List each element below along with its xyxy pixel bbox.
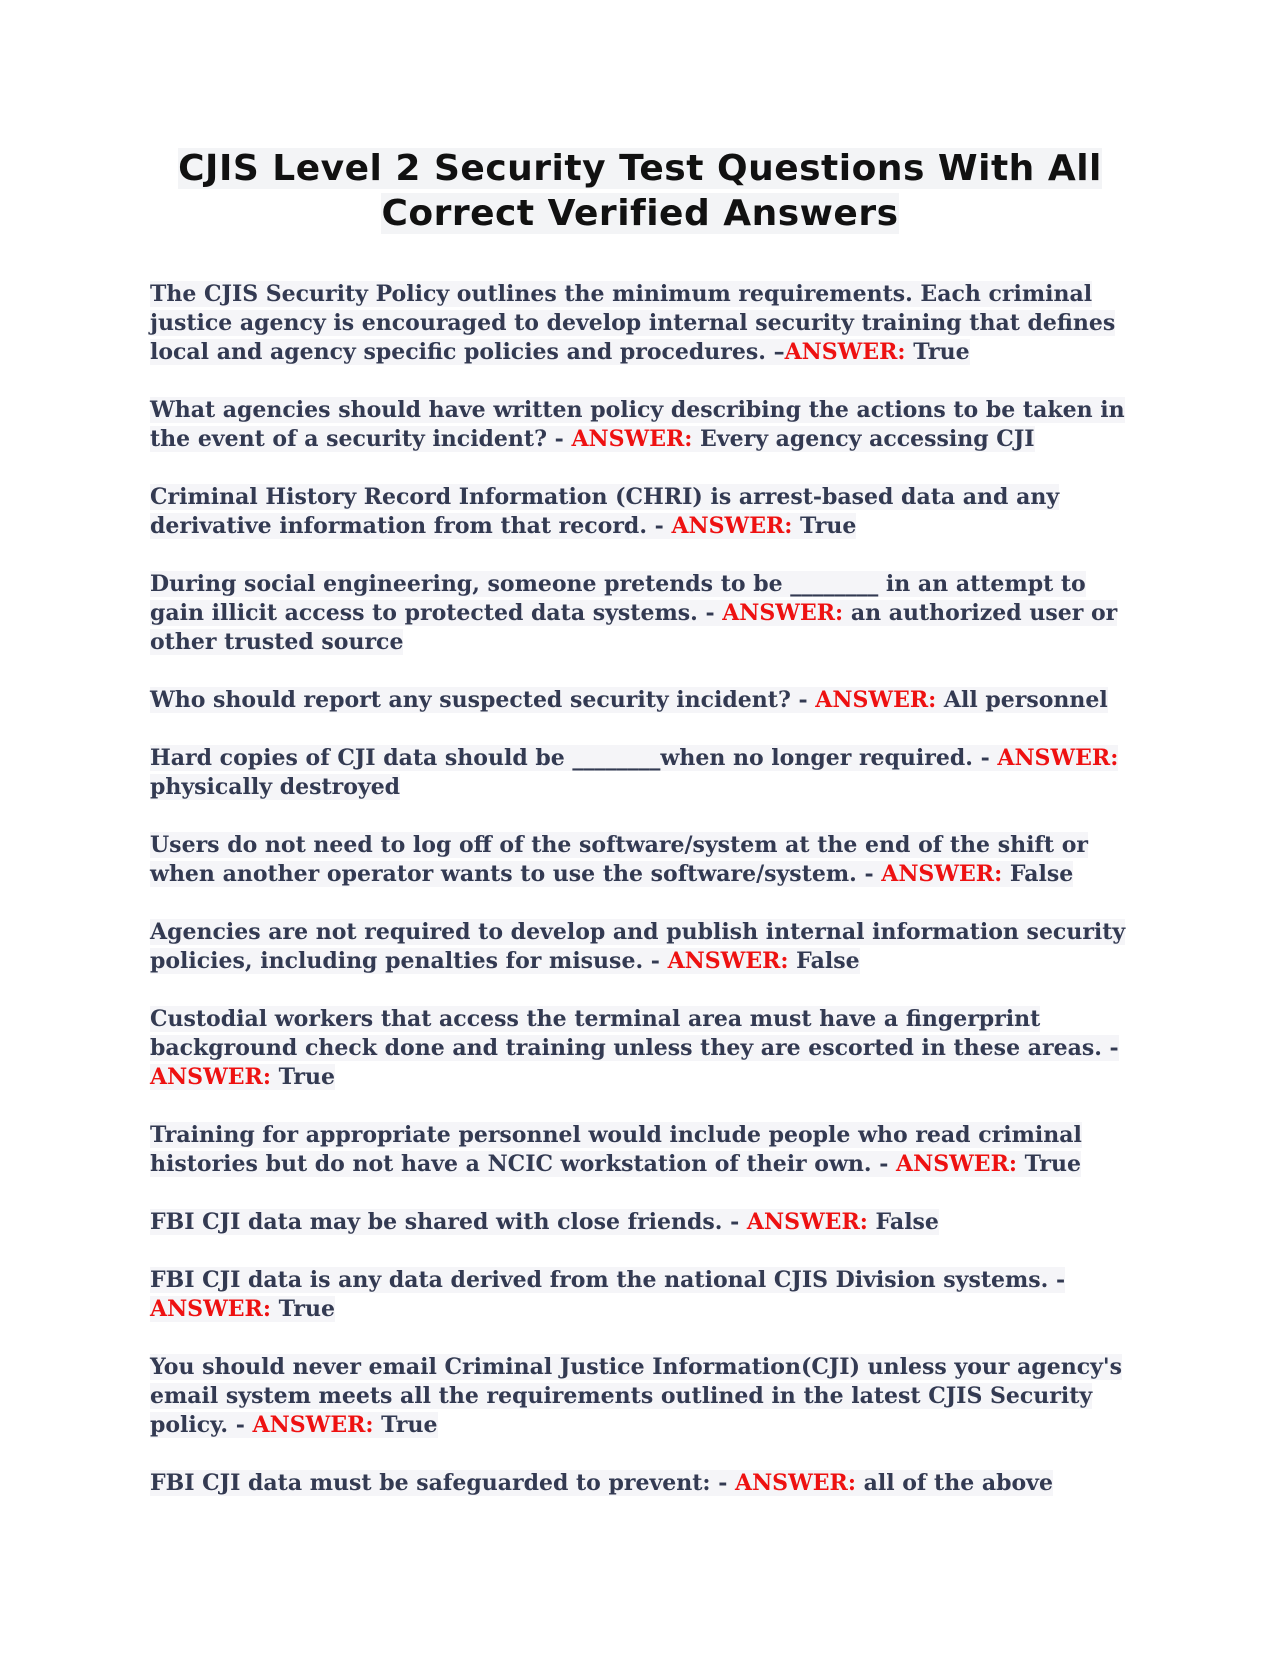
answer-text: True xyxy=(792,513,857,539)
qa-item xyxy=(150,483,1130,541)
question-text: You should never email Criminal Justice Information(CJI) unless your agency's email system meets all the requirements outlined in the latest CJIS Security policy. xyxy=(150,1354,1123,1438)
separator: - xyxy=(790,687,816,713)
separator: - xyxy=(722,1209,747,1235)
qa-item xyxy=(150,1353,1130,1440)
answer-label: ANSWER: xyxy=(150,1296,271,1322)
question-text: FBI CJI data is any data derived from the national CJIS Division systems. xyxy=(150,1267,1049,1293)
qa-item xyxy=(150,1005,1130,1092)
answer-label: ANSWER: xyxy=(815,687,937,713)
qa-item xyxy=(150,396,1130,454)
qa-item xyxy=(150,918,1130,976)
answer-text: an authorized user or other trusted source xyxy=(150,600,1118,655)
answer-label: ANSWER: xyxy=(746,1209,868,1235)
question-text: FBI CJI data may be shared with close friends. xyxy=(150,1209,723,1235)
separator: - xyxy=(856,861,882,887)
answer-label: ANSWER: xyxy=(671,513,793,539)
answer-text: True xyxy=(270,1064,335,1090)
question-text: Custodial workers that access the terminal area must have a fingerprint background check done and training unless they are escorted in these areas. xyxy=(150,1006,1102,1061)
question-text: The CJIS Security Policy outlines the minimum requirements. Each criminal justice agency is encouraged to develop internal security training that defines local and agency specific policies and procedures. xyxy=(150,281,1116,365)
qa-item xyxy=(150,1121,1130,1179)
question-text: During social engineering, someone pretends to be ________ in an attempt to gain illicit access to protected data systems. xyxy=(150,571,1086,626)
separator: - xyxy=(697,600,723,626)
title-line-2: Correct Verified Answers xyxy=(381,193,899,234)
answer-label: ANSWER: xyxy=(571,426,693,452)
answer-text: False xyxy=(788,948,860,974)
qa-item xyxy=(150,744,1130,802)
answer-label: ANSWER: xyxy=(667,948,789,974)
answer-text: True xyxy=(1016,1151,1081,1177)
separator: - xyxy=(643,948,668,974)
question-text: What agencies should have written policy describing the actions to be taken in the event of a security incident? xyxy=(150,397,1125,452)
answer-text: physically destroyed xyxy=(150,774,401,800)
qa-item xyxy=(150,1469,1130,1498)
separator: - xyxy=(546,426,572,452)
title-line-1: CJIS Level 2 Security Test Questions With All xyxy=(178,148,1102,189)
qa-list xyxy=(150,280,1130,1527)
answer-text: True xyxy=(373,1412,438,1438)
question-text: Who should report any suspected security incident? xyxy=(150,687,791,713)
answer-label: ANSWER: xyxy=(252,1412,374,1438)
answer-label: ANSWER: xyxy=(896,1151,1017,1177)
question-text: Users do not need to log off of the software/system at the end of the shift or when another operator wants to use the software/system. xyxy=(150,832,1088,887)
answer-text: False xyxy=(867,1209,939,1235)
document-title xyxy=(150,146,1130,236)
question-text: Training for appropriate personnel would include people who read criminal histories but do not have a NCIC workstation of their own. xyxy=(150,1122,1082,1177)
qa-item xyxy=(150,1208,1130,1237)
answer-text: True xyxy=(905,339,970,365)
answer-text: All personnel xyxy=(936,687,1108,713)
answer-label: ANSWER: xyxy=(784,339,906,365)
question-text: Criminal History Record Information (CHRI) is arrest-based data and any derivative information from that record. xyxy=(150,484,1060,539)
question-text: Hard copies of CJI data should be ________when no longer required. xyxy=(150,745,973,771)
answer-label: ANSWER: xyxy=(150,1064,271,1090)
answer-label: ANSWER: xyxy=(722,600,844,626)
separator: – xyxy=(765,339,785,365)
separator: - xyxy=(646,513,672,539)
question-text: FBI CJI data must be safeguarded to prevent: xyxy=(150,1470,711,1496)
separator: - xyxy=(228,1412,253,1438)
answer-text: all of the above xyxy=(855,1470,1053,1496)
answer-text: Every agency accessing CJI xyxy=(692,426,1035,452)
answer-text: True xyxy=(270,1296,335,1322)
answer-label: ANSWER: xyxy=(997,745,1119,771)
qa-item xyxy=(150,280,1130,367)
qa-item xyxy=(150,686,1130,715)
qa-item xyxy=(150,1266,1130,1324)
separator: - xyxy=(972,745,998,771)
answer-label: ANSWER: xyxy=(735,1470,856,1496)
qa-item xyxy=(150,831,1130,889)
answer-label: ANSWER: xyxy=(881,861,1003,887)
separator: - xyxy=(1101,1035,1119,1061)
question-text: Agencies are not required to develop and publish internal information security policies, including penalties for misuse. xyxy=(150,919,1126,974)
separator: - xyxy=(1048,1267,1066,1293)
answer-text: False xyxy=(1002,861,1074,887)
separator: - xyxy=(871,1151,897,1177)
separator: - xyxy=(710,1470,735,1496)
qa-item xyxy=(150,570,1130,657)
